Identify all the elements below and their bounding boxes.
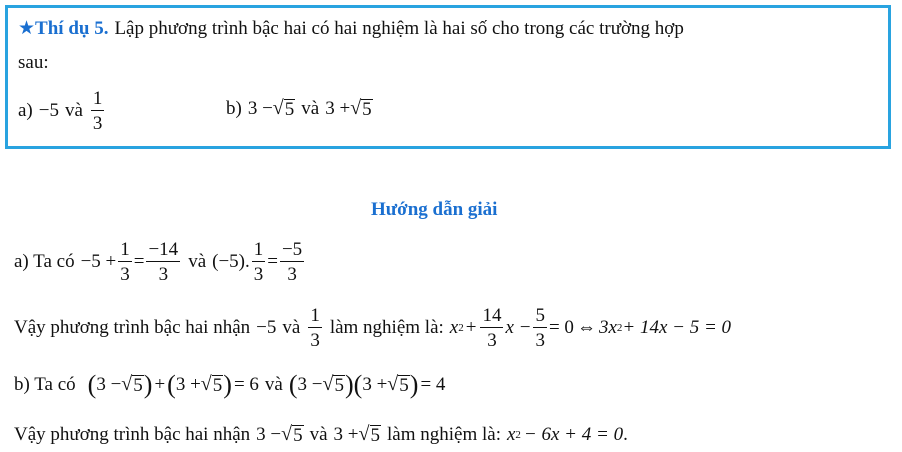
conclusion-b-mid: làm nghiệm là: xyxy=(387,424,501,445)
fraction: $\frac{14}{3}$ xyxy=(482,305,502,351)
root-text: −5 xyxy=(256,317,277,338)
plus: + xyxy=(465,317,477,338)
expr-text: 3 + xyxy=(333,424,359,445)
solution-a-line xyxy=(14,238,306,286)
fraction-denominator: 3 xyxy=(92,113,103,134)
solution-a-prefix: a) Ta có xyxy=(14,251,75,272)
solution-b-prefix: b) Ta có xyxy=(14,374,76,395)
expr-text: = 4 xyxy=(420,374,446,395)
part-b-second-pre: 3 + xyxy=(325,98,351,119)
expr-text: 3 + xyxy=(362,374,388,395)
sqrt-5: √ 5 xyxy=(322,373,344,397)
var-x: x xyxy=(506,424,516,445)
and-text: và xyxy=(309,424,328,445)
paren: ) xyxy=(223,370,232,399)
example-label: Thí dụ 5. xyxy=(35,17,109,39)
fraction: $\frac{-14}{3}$ xyxy=(148,239,179,285)
fraction: $\frac{1}{3}$ xyxy=(310,305,320,351)
part-b-first-pre: 3 − xyxy=(247,98,273,119)
paren: ( xyxy=(87,370,97,399)
example-box xyxy=(5,5,891,149)
exponent: 2 xyxy=(515,429,521,441)
expr-text: 3 − xyxy=(256,424,282,445)
paren: ( xyxy=(167,370,176,399)
example-intro-line2 xyxy=(18,52,49,74)
expr-text: 3 − xyxy=(297,374,323,395)
equals: = xyxy=(133,251,145,272)
expr-text: 3 + xyxy=(175,374,201,395)
conclusion-b-prefix: Vậy phương trình bậc hai nhận xyxy=(14,424,251,445)
example-part-b xyxy=(226,94,373,124)
sqrt-5: √ 5 xyxy=(358,423,380,447)
fraction: $\frac{-5}{3}$ xyxy=(281,239,303,285)
part-a-fraction xyxy=(91,89,105,133)
part-a-and: và xyxy=(64,100,83,121)
fraction-numerator: 1 xyxy=(92,88,103,109)
iff-symbol: ⇔ xyxy=(576,317,596,338)
fraction: $\frac{5}{3}$ xyxy=(535,305,545,351)
expr-text: = 6 xyxy=(233,374,259,395)
sqrt-5: √ 5 xyxy=(387,373,409,397)
star-icon: ★ xyxy=(18,18,36,39)
paren: ( xyxy=(288,370,298,399)
exponent: 2 xyxy=(616,322,623,334)
part-a-label: a) xyxy=(18,100,33,121)
expr-text: − 6x + 4 = 0 xyxy=(523,424,624,445)
equals: = xyxy=(267,251,278,272)
expr-text: 3x xyxy=(598,317,617,338)
and-text: và xyxy=(282,317,301,338)
sqrt-5: √ 5 xyxy=(200,373,223,397)
expr-text: + 14x − 5 = 0 xyxy=(622,317,732,338)
example-intro-line1 xyxy=(18,17,684,40)
conclusion-a-line xyxy=(14,304,731,352)
expr-text: = 0 xyxy=(548,317,574,338)
expr-text: 3 − xyxy=(96,374,122,395)
conclusion-b-line xyxy=(14,420,628,450)
and-text: và xyxy=(188,251,207,272)
plus: + xyxy=(154,374,166,395)
part-b-label: b) xyxy=(226,98,242,119)
conclusion-a-prefix: Vậy phương trình bậc hai nhận xyxy=(14,317,251,338)
example-intro-text: Lập phương trình bậc hai có hai nghiệm là hai số cho trong các trường hợp xyxy=(114,17,684,39)
sqrt-5: √ 5 xyxy=(281,423,303,447)
sqrt-5: √ 5 xyxy=(350,97,372,121)
sqrt-5: √ 5 xyxy=(272,97,295,121)
sqrt-5: √ 5 xyxy=(121,373,143,397)
expr-text: −5 + xyxy=(80,251,117,272)
paren: ) xyxy=(143,370,153,399)
example-part-a xyxy=(18,88,106,134)
example-intro-text-2: sau: xyxy=(18,52,49,73)
solution-heading: Hướng dẫn giải xyxy=(371,199,498,220)
part-b-and: và xyxy=(301,98,320,119)
var-x: x xyxy=(449,317,459,338)
exponent: 2 xyxy=(458,322,464,334)
period: . xyxy=(623,424,628,445)
paren: ) xyxy=(344,370,354,399)
paren: ( xyxy=(353,370,363,399)
paren: ) xyxy=(409,370,419,399)
expr-text: x − xyxy=(505,317,532,338)
fraction: $\frac{1}{3}$ xyxy=(253,239,264,285)
part-a-first-root: −5 xyxy=(38,100,59,121)
fraction: $\frac{1}{3}$ xyxy=(120,239,130,285)
expr-text: (−5). xyxy=(212,251,250,272)
solution-b-line xyxy=(14,368,445,402)
and-text: và xyxy=(264,374,283,395)
conclusion-a-mid: làm nghiệm là: xyxy=(329,317,444,338)
